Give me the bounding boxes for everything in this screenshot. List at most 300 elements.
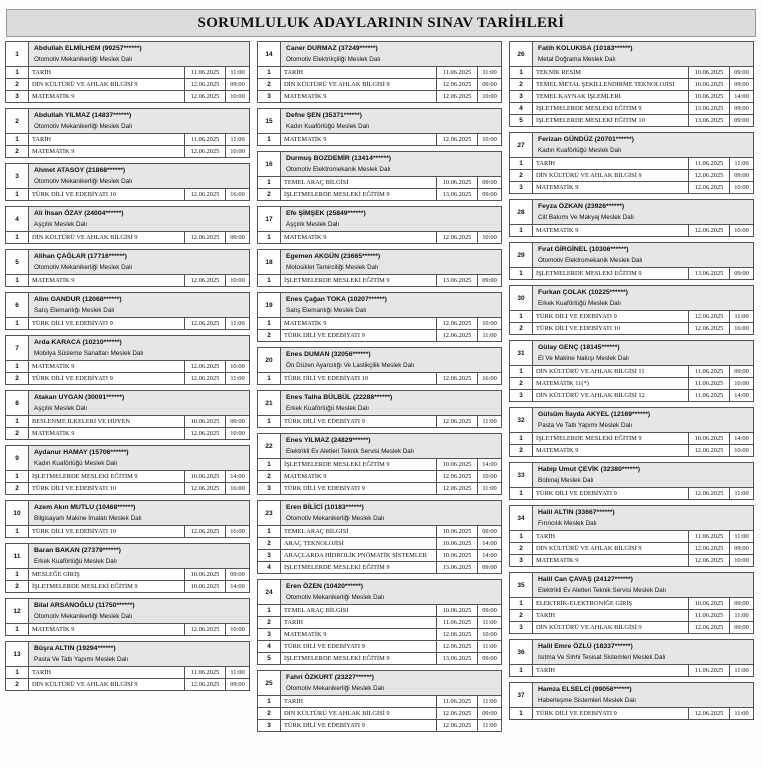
exam-subject: MATEMATİK 9 (281, 629, 437, 640)
student-name: Bilal ARSANOĞLU (11750******) (34, 602, 135, 609)
exam-time: 16:00 (482, 375, 497, 382)
exam-number: 2 (258, 708, 281, 719)
candidate-info (29, 446, 249, 470)
exam-time: 09:00 (734, 624, 749, 631)
exam-row (258, 275, 501, 286)
exam-row (258, 628, 501, 640)
candidate-number: 22 (258, 434, 281, 458)
exam-subject: MATEMATİK 9 (533, 225, 689, 236)
student-name: Fırat GİRGİNEL (10306******) (538, 246, 629, 253)
exam-row (510, 311, 753, 322)
exam-date: 12.06.2025 (185, 79, 226, 90)
exam-row (6, 145, 249, 157)
candidate-card (257, 41, 502, 103)
exam-row (258, 373, 501, 384)
exam-row (6, 232, 249, 243)
candidate-card (509, 682, 754, 720)
exam-subject: TÜRK DİLİ VE EDEBİYATI 9 (29, 373, 185, 384)
exam-row (258, 134, 501, 145)
candidate-header (258, 207, 501, 232)
branch-name: Fırıncılık Meslek Dalı (538, 520, 597, 527)
exam-time: 11:00 (230, 69, 245, 76)
exam-date: 10.06.2025 (437, 550, 478, 561)
exam-time: 10:00 (230, 93, 245, 100)
candidate-info (29, 293, 249, 317)
candidate-header (6, 544, 249, 569)
candidate-card (257, 249, 502, 287)
exam-row (510, 268, 753, 279)
exam-number: 1 (258, 318, 281, 329)
candidate-header (6, 599, 249, 624)
branch-name: Erkek Kuaförlüğü Meslek Dalı (34, 558, 117, 565)
branch-name: Erkek Kuaförlüğü Meslek Dalı (538, 300, 621, 307)
exam-number: 3 (510, 91, 533, 102)
branch-name: Elektrikli Ev Aletleri Teknik Servisi Meslek Dalı (538, 587, 666, 594)
exam-subject: TEMEL ARAÇ BİLGİSİ (281, 177, 437, 188)
exam-subject: TARİH (533, 665, 689, 676)
exam-subject: TEMEL KAYNAK İŞLEMLERİ (533, 91, 689, 102)
candidate-info (29, 207, 249, 231)
exam-row (510, 433, 753, 444)
exam-row (258, 696, 501, 707)
exam-time: 09:00 (230, 81, 245, 88)
exam-number: 3 (510, 390, 533, 401)
student-name: Enes YILMAZ (24829******) (286, 437, 371, 444)
exam-row (258, 318, 501, 329)
candidate-number: 5 (6, 250, 29, 274)
exam-row (258, 707, 501, 719)
exam-number: 1 (510, 531, 533, 542)
candidate-info (281, 109, 501, 133)
candidate-header (6, 446, 249, 471)
candidate-info (29, 599, 249, 623)
candidate-header (6, 293, 249, 318)
exam-date: 13.06.2025 (689, 268, 730, 279)
branch-name: Ön Düzen Ayarcılığı Ve Lastikçilik Meslek Dalı (286, 362, 415, 369)
branch-name: Otomotiv Mekanikerliği Meslek Dalı (34, 56, 133, 63)
branch-name: El Ve Makine Nakışı Meslek Dalı (538, 355, 629, 362)
candidate-card (509, 407, 754, 457)
candidate-card (257, 108, 502, 146)
exam-time: 14:00 (734, 93, 749, 100)
exam-subject: MATEMATİK 9 (29, 428, 185, 439)
exam-row (258, 329, 501, 341)
exam-time: 11:00 (734, 313, 749, 320)
candidate-header (258, 293, 501, 318)
exam-row (258, 90, 501, 102)
exam-number: 3 (510, 182, 533, 193)
exam-time: 16:00 (230, 528, 245, 535)
exam-time: 09:00 (482, 277, 497, 284)
exam-time: 10:00 (734, 447, 749, 454)
exam-date: 11.06.2025 (185, 667, 226, 678)
exam-date: 13.06.2025 (689, 115, 730, 126)
branch-name: Otomotiv Elektrikçiliği Meslek Dalı (286, 56, 381, 63)
exam-time: 14:00 (230, 583, 245, 590)
exam-date: 11.06.2025 (689, 531, 730, 542)
exam-date: 12.06.2025 (437, 134, 478, 145)
exam-subject: TÜRK DİLİ VE EDEBİYATI 10 (29, 483, 185, 494)
branch-name: Pasta Ve Tatlı Yapımı Meslek Dalı (34, 656, 129, 663)
exam-time: 09:00 (734, 117, 749, 124)
candidate-header (258, 109, 501, 134)
candidate-number: 37 (510, 683, 533, 707)
candidate-header (510, 506, 753, 531)
student-name: Enes Çağan TOKA (10207******) (286, 296, 387, 303)
candidate-header (6, 642, 249, 667)
candidate-header (6, 250, 249, 275)
exam-date: 12.06.2025 (185, 275, 226, 286)
branch-name: Otomotiv Mekanikerliği Meslek Dalı (34, 178, 133, 185)
exam-number: 1 (258, 67, 281, 78)
candidate-info (29, 42, 249, 66)
exam-row (510, 598, 753, 609)
candidate-info (29, 544, 249, 568)
exam-number: 1 (258, 275, 281, 286)
exam-time: 09:00 (230, 418, 245, 425)
exam-subject: İŞLETMELERDE MESLEKİ EĞİTİM 9 (281, 653, 437, 664)
exam-date: 13.06.2025 (689, 103, 730, 114)
exam-subject: TÜRK DİLİ VE EDEBİYATI 10 (29, 189, 185, 200)
exam-date: 12.06.2025 (185, 91, 226, 102)
student-name: Defne ŞEN (35371******) (286, 112, 362, 119)
branch-name: Satış Elemanlığı Meslek Dalı (286, 307, 367, 314)
exam-date: 10.06.2025 (689, 598, 730, 609)
exam-row (510, 158, 753, 169)
candidate-number: 13 (6, 642, 29, 666)
exam-date: 12.06.2025 (689, 225, 730, 236)
exam-time: 10:00 (734, 184, 749, 191)
exam-time: 10:00 (230, 148, 245, 155)
exam-subject: İŞLETMELERDE MESLEKİ EĞİTİM 9 (281, 459, 437, 470)
exam-subject: DİN KÜLTÜRÜ VE AHLAK BİLGİSİ 9 (533, 543, 689, 554)
exam-row (6, 667, 249, 678)
exam-date: 13.06.2025 (437, 275, 478, 286)
branch-name: Aşçılık Meslek Dalı (286, 221, 340, 228)
branch-name: Otomotiv Mekanikerliği Meslek Dalı (286, 515, 385, 522)
candidate-header (510, 42, 753, 67)
exam-time: 11:00 (482, 619, 497, 626)
exam-date: 12.06.2025 (689, 182, 730, 193)
candidate-number: 14 (258, 42, 281, 66)
exam-subject: MATEMATİK 9 (533, 182, 689, 193)
exam-number: 5 (258, 653, 281, 664)
candidate-number: 7 (6, 336, 29, 360)
candidate-number: 21 (258, 391, 281, 415)
exam-date: 13.06.2025 (437, 189, 478, 200)
exam-row (510, 554, 753, 566)
candidate-info (29, 501, 249, 525)
exam-number: 1 (510, 225, 533, 236)
exam-subject: MATEMATİK 11(*) (533, 378, 689, 389)
candidate-card (509, 340, 754, 402)
candidate-number: 8 (6, 391, 29, 415)
candidate-card (5, 543, 250, 593)
exam-number: 1 (6, 232, 29, 243)
candidate-card (5, 108, 250, 158)
exam-date: 12.06.2025 (437, 416, 478, 427)
candidate-header (6, 501, 249, 526)
exam-date: 12.06.2025 (185, 373, 226, 384)
candidate-number: 6 (6, 293, 29, 317)
exam-date: 11.06.2025 (689, 158, 730, 169)
candidate-info (281, 434, 501, 458)
exam-subject: TEMEL ARAÇ BİLGİSİ (281, 526, 437, 537)
branch-name: Metal Doğrama Meslek Dalı (538, 56, 616, 63)
exam-number: 1 (510, 433, 533, 444)
student-name: Halil Can ÇAVAŞ (24127******) (538, 576, 633, 583)
exam-row (258, 549, 501, 561)
student-name: Alim GANDUR (12068******) (34, 296, 122, 303)
candidate-info (281, 207, 501, 231)
page-title: SORUMLULUK ADAYLARININ SINAV TARİHLERİ (6, 9, 756, 37)
student-name: Gülsüm İlayda AKYEL (12169******) (538, 411, 651, 418)
candidate-card (5, 598, 250, 636)
branch-name: Kadın Kuaförlüğü Meslek Dalı (538, 147, 622, 154)
exam-date: 12.06.2025 (437, 708, 478, 719)
candidate-card (257, 206, 502, 244)
exam-number: 3 (510, 555, 533, 566)
candidate-info (29, 164, 249, 188)
exam-subject: DİN KÜLTÜRÜ VE AHLAK BİLGİSİ 12 (533, 390, 689, 401)
exam-date: 10.06.2025 (185, 416, 226, 427)
exam-row (258, 482, 501, 494)
exam-time: 11:00 (482, 332, 497, 339)
exam-row (510, 488, 753, 499)
exam-date: 12.06.2025 (689, 543, 730, 554)
branch-name: Otomotiv Mekanikerliği Meslek Dalı (34, 613, 133, 620)
exam-subject: İŞLETMELERDE MESLEKİ EĞİTİM 9 (29, 581, 185, 592)
exam-row (510, 377, 753, 389)
candidate-header (6, 164, 249, 189)
exam-number: 2 (510, 378, 533, 389)
exam-date: 11.06.2025 (437, 617, 478, 628)
exam-time: 14:00 (482, 540, 497, 547)
exam-number: 1 (6, 416, 29, 427)
candidate-info (29, 250, 249, 274)
exam-number: 1 (6, 361, 29, 372)
exam-number: 4 (510, 103, 533, 114)
exam-date: 10.06.2025 (185, 569, 226, 580)
exam-row (510, 225, 753, 236)
exam-row (6, 416, 249, 427)
exam-time: 11:00 (230, 375, 245, 382)
exam-number: 2 (6, 483, 29, 494)
exam-subject: ARAÇLARDA HİDROLİK PNÖMATİK SİSTEMLER (281, 550, 437, 561)
candidate-header (510, 341, 753, 366)
candidate-header (258, 434, 501, 459)
exam-row (510, 542, 753, 554)
candidate-card (5, 390, 250, 440)
exam-subject: İŞLETMELERDE MESLEKİ EĞİTİM 9 (533, 433, 689, 444)
branch-name: Haberleşme Sistemleri Meslek Dalı (538, 697, 636, 704)
exam-number: 3 (258, 720, 281, 731)
exam-number: 2 (258, 538, 281, 549)
candidate-header (258, 391, 501, 416)
candidate-info (533, 463, 753, 487)
exam-number: 2 (258, 330, 281, 341)
student-name: Gülay GENÇ (18145******) (538, 344, 620, 351)
student-name: Atakan UYGAN (30091******) (34, 394, 125, 401)
exam-date: 10.06.2025 (437, 526, 478, 537)
exam-subject: DİN KÜLTÜRÜ VE AHLAK BİLGİSİ 9 (533, 170, 689, 181)
candidate-card (509, 41, 754, 127)
exam-row (510, 366, 753, 377)
exam-row (6, 482, 249, 494)
branch-name: Kadın Kuaförlüğü Meslek Dalı (286, 123, 370, 130)
exam-date: 12.06.2025 (437, 91, 478, 102)
exam-date: 11.06.2025 (689, 378, 730, 389)
candidate-info (29, 642, 249, 666)
exam-subject: TEKNİK RESİM (533, 67, 689, 78)
branch-name: Mobilya Süsleme Sanatları Meslek Dalı (34, 350, 144, 357)
candidate-card (509, 639, 754, 677)
exam-subject: MATEMATİK 9 (29, 624, 185, 635)
exam-row (258, 652, 501, 664)
exam-time: 11:00 (230, 320, 245, 327)
exam-number: 3 (258, 91, 281, 102)
candidate-header (6, 42, 249, 67)
candidate-header (510, 408, 753, 433)
exam-row (510, 609, 753, 621)
candidate-header (258, 580, 501, 605)
exam-number: 1 (510, 488, 533, 499)
candidate-number: 26 (510, 42, 533, 66)
exam-subject: MATEMATİK 9 (533, 555, 689, 566)
exam-row (258, 232, 501, 243)
exam-subject: TARİH (533, 158, 689, 169)
exam-number: 1 (258, 526, 281, 537)
exam-row (258, 526, 501, 537)
column-3 (509, 41, 754, 725)
exam-row (510, 389, 753, 401)
exam-date: 11.06.2025 (185, 67, 226, 78)
exam-row (6, 569, 249, 580)
candidate-number: 27 (510, 133, 533, 157)
exam-row (6, 78, 249, 90)
exam-number: 3 (6, 91, 29, 102)
candidate-card (5, 445, 250, 495)
candidate-header (510, 683, 753, 708)
exam-row (6, 90, 249, 102)
exam-date: 10.06.2025 (437, 177, 478, 188)
exam-row (510, 90, 753, 102)
candidate-card (509, 132, 754, 194)
candidate-number: 25 (258, 671, 281, 695)
candidate-number: 1 (6, 42, 29, 66)
candidate-number: 18 (258, 250, 281, 274)
exam-time: 10:00 (482, 93, 497, 100)
exam-date: 12.06.2025 (437, 373, 478, 384)
exam-subject: DİN KÜLTÜRÜ VE AHLAK BİLGİSİ 9 (281, 708, 437, 719)
student-name: Alihan ÇAĞLAR (17716******) (34, 253, 127, 260)
branch-name: Bilgisayarlı Makine İmalatı Meslek Dalı (34, 515, 142, 522)
exam-subject: TÜRK DİLİ VE EDEBİYATI 9 (281, 416, 437, 427)
exam-time: 14:00 (734, 435, 749, 442)
exam-subject: İŞLETMELERDE MESLEKİ EĞİTİM 10 (533, 115, 689, 126)
exam-time: 09:00 (482, 607, 497, 614)
exam-number: 1 (6, 624, 29, 635)
exam-subject: MATEMATİK 9 (281, 91, 437, 102)
exam-date: 12.06.2025 (689, 311, 730, 322)
exam-subject: MATEMATİK 9 (281, 232, 437, 243)
exam-time: 14:00 (734, 392, 749, 399)
exam-number: 2 (258, 471, 281, 482)
exam-number: 4 (258, 562, 281, 573)
exam-time: 10:00 (230, 430, 245, 437)
exam-time: 09:00 (482, 655, 497, 662)
exam-date: 12.06.2025 (437, 318, 478, 329)
exam-subject: İŞLETMELERDE MESLEKİ EĞİTİM 9 (533, 103, 689, 114)
candidate-number: 17 (258, 207, 281, 231)
exam-subject: İŞLETMELERDE MESLEKİ EĞİTİM 9 (281, 189, 437, 200)
exam-row (258, 188, 501, 200)
exam-time: 10:00 (482, 631, 497, 638)
exam-number: 3 (258, 629, 281, 640)
candidate-info (281, 671, 501, 695)
exam-time: 16:00 (230, 191, 245, 198)
exam-time: 11:00 (734, 710, 749, 717)
exam-date: 10.06.2025 (437, 605, 478, 616)
exam-date: 12.06.2025 (185, 189, 226, 200)
exam-date: 11.06.2025 (689, 665, 730, 676)
exam-row (510, 67, 753, 78)
exam-number: 2 (6, 679, 29, 690)
exam-subject: ARAÇ TEKNOLOJİSİ (281, 538, 437, 549)
student-name: Büşra ALTIN (19294******) (34, 645, 116, 652)
exam-number: 1 (6, 667, 29, 678)
exam-subject: TÜRK DİLİ VE EDEBİYATI 9 (281, 720, 437, 731)
exam-subject: DİN KÜLTÜRÜ VE AHLAK BİLGİSİ 9 (533, 622, 689, 633)
exam-row (510, 665, 753, 676)
candidate-info (533, 200, 753, 224)
candidate-card (257, 151, 502, 201)
candidate-info (533, 286, 753, 310)
candidate-card (5, 500, 250, 538)
exam-row (6, 678, 249, 690)
exam-row (510, 621, 753, 633)
exam-time: 11:00 (734, 667, 749, 674)
exam-subject: MATEMATİK 9 (533, 445, 689, 456)
student-name: Furkan ÇOLAK (10225******) (538, 289, 628, 296)
student-name: Fatih KOLUKISA (10183******) (538, 45, 633, 52)
exam-number: 1 (510, 268, 533, 279)
candidate-number: 2 (6, 109, 29, 133)
exam-number: 1 (510, 67, 533, 78)
exam-row (6, 275, 249, 286)
exam-number: 1 (258, 459, 281, 470)
candidate-card (257, 433, 502, 495)
exam-number: 2 (6, 79, 29, 90)
exam-date: 12.06.2025 (185, 679, 226, 690)
branch-name: Satış Elemanlığı Meslek Dalı (34, 307, 115, 314)
exam-date: 12.06.2025 (689, 488, 730, 499)
candidate-info (281, 348, 501, 372)
exam-subject: DİN KÜLTÜRÜ VE AHLAK BİLGİSİ 9 (29, 232, 185, 243)
candidate-info (281, 293, 501, 317)
exam-number: 1 (510, 598, 533, 609)
student-name: Egemen AKGÜN (23665******) (286, 253, 381, 260)
branch-name: Elektrikli Ev Aletleri Teknik Servisi Meslek Dalı (286, 448, 414, 455)
exam-row (510, 169, 753, 181)
exam-row (510, 102, 753, 114)
exam-date: 12.06.2025 (185, 624, 226, 635)
exam-time: 11:00 (482, 418, 497, 425)
exam-subject: TARİH (533, 610, 689, 621)
exam-row (6, 189, 249, 200)
exam-row (6, 67, 249, 78)
candidate-header (6, 207, 249, 232)
